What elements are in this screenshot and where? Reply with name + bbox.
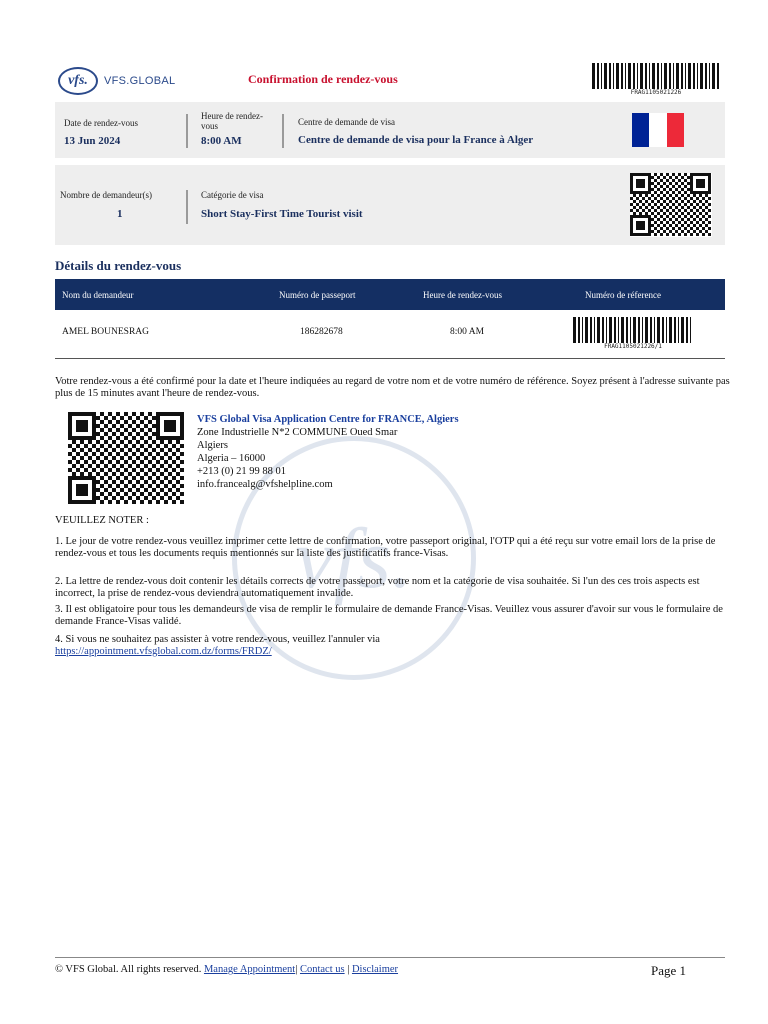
- email-address: info.francealg@vfshelpline.com: [197, 479, 333, 490]
- note-1: 1. Le jour de votre rendez-vous veuillez imprimer cette lettre de confirmation, votre passeport original, l'OTP qui a été reçu sur votre email lors de la prise de rendez-vous et tous les documents requis mentionnés sur la liste des justificatifs france-Visas.: [55, 536, 716, 559]
- applicants-label: Nombre de demandeur(s): [60, 190, 152, 200]
- page-number: Page 1: [651, 963, 687, 978]
- disclaimer-link[interactable]: Disclaimer: [351, 964, 399, 975]
- footer-separator: |: [295, 964, 298, 975]
- centre-value: Centre de demande de visa pour la France à Alger: [298, 134, 534, 146]
- vfs-logo: [58, 64, 188, 98]
- footer: [55, 964, 398, 975]
- date-label: Date de rendez-vous: [64, 118, 138, 128]
- divider: [186, 190, 188, 224]
- note-4: [55, 634, 730, 658]
- time-label: Heure de rendez-vous: [201, 111, 263, 131]
- barcode-icon: [573, 317, 693, 343]
- note-2: 2. La lettre de rendez-vous doit contenir les détails corrects de votre passeport, votre nom et la catégorie de visa souhaitée. Si l'un des ces trois aspects est incorrect, la prise de rendez-vous deviendra automatiquement invalide.: [55, 576, 700, 599]
- applicants-value: 1: [117, 208, 123, 220]
- footer-divider: [55, 957, 725, 958]
- reference-barcode: [573, 317, 693, 350]
- table-row: [55, 312, 725, 359]
- address-country: Algeria – 16000: [197, 453, 266, 464]
- applicant-name: AMEL BOUNESRAG: [62, 327, 149, 337]
- barcode-icon: [592, 63, 720, 89]
- confirmation-text: Votre rendez-vous a été confirmé pour la date et l'heure indiquées au regard de votre nom et de votre numéro de référence. Soyez présent à l'adresse suivante pas plus de 15 minutes avant l'heure de rendez-vous.: [55, 376, 730, 399]
- date-value: 13 Jun 2024: [64, 135, 121, 147]
- passport-number: 186282678: [300, 327, 343, 337]
- document-title: Confirmation de rendez-vous: [248, 72, 398, 86]
- note-4-text: 4. Si vous ne souhaitez pas assister à votre rendez-vous, veuillez l'annuler via: [55, 634, 380, 645]
- france-flag-icon: [632, 113, 684, 147]
- barcode-caption: FRAG1105021226: [630, 89, 682, 96]
- qr-code-icon: [630, 173, 712, 237]
- column-header-reference: Numéro de réference: [585, 290, 661, 300]
- vfs-logo-text: VFS.GLOBAL: [104, 75, 176, 87]
- visa-details-panel: [55, 165, 725, 245]
- column-header-name: Nom du demandeur: [62, 290, 134, 300]
- appointment-time: 8:00 AM: [450, 327, 485, 337]
- manage-appointment-link[interactable]: Manage Appointment: [203, 964, 296, 975]
- details-title: Détails du rendez-vous: [55, 258, 182, 273]
- cancel-appointment-link[interactable]: https://appointment.vfsglobal.com.dz/forms/FRDZ/: [55, 646, 272, 657]
- header-barcode: [592, 63, 720, 96]
- address-city: Algiers: [197, 440, 228, 451]
- note-3: 3. Il est obligatoire pour tous les demandeurs de visa de remplir le formulaire de demande France-Visas. Veuillez vous assurer d'avoir sur vous le formulaire de demande France-Visas validé.: [55, 604, 723, 627]
- address-line: Zone Industrielle N*2 COMMUNE Oued Smar: [197, 427, 398, 438]
- notes-heading: VEUILLEZ NOTER :: [55, 515, 149, 526]
- vfs-logo-mark: vfs.: [58, 67, 98, 95]
- time-value: 8:00 AM: [201, 135, 242, 147]
- footer-separator: |: [347, 964, 350, 975]
- centre-label: Centre de demande de visa: [298, 117, 395, 127]
- centre-address: [197, 413, 459, 491]
- table-header: [55, 279, 725, 310]
- divider: [282, 114, 284, 148]
- contact-us-link[interactable]: Contact us: [299, 964, 345, 975]
- reference-number: FRAG1105021226/1: [604, 343, 662, 350]
- column-header-time: Heure de rendez-vous: [423, 290, 502, 300]
- divider: [186, 114, 188, 148]
- appointment-summary-panel: [55, 102, 725, 158]
- centre-name: VFS Global Visa Application Centre for FRANCE, Algiers: [197, 414, 459, 425]
- category-value: Short Stay-First Time Tourist visit: [201, 208, 363, 220]
- phone-number: +213 (0) 21 99 88 01: [197, 466, 287, 477]
- copyright: © VFS Global. All rights reserved.: [55, 964, 202, 975]
- category-label: Catégorie de visa: [201, 190, 264, 200]
- column-header-passport: Numéro de passeport: [279, 290, 356, 300]
- qr-code-icon: [68, 412, 186, 504]
- vfs-watermark: vfs.: [232, 436, 476, 680]
